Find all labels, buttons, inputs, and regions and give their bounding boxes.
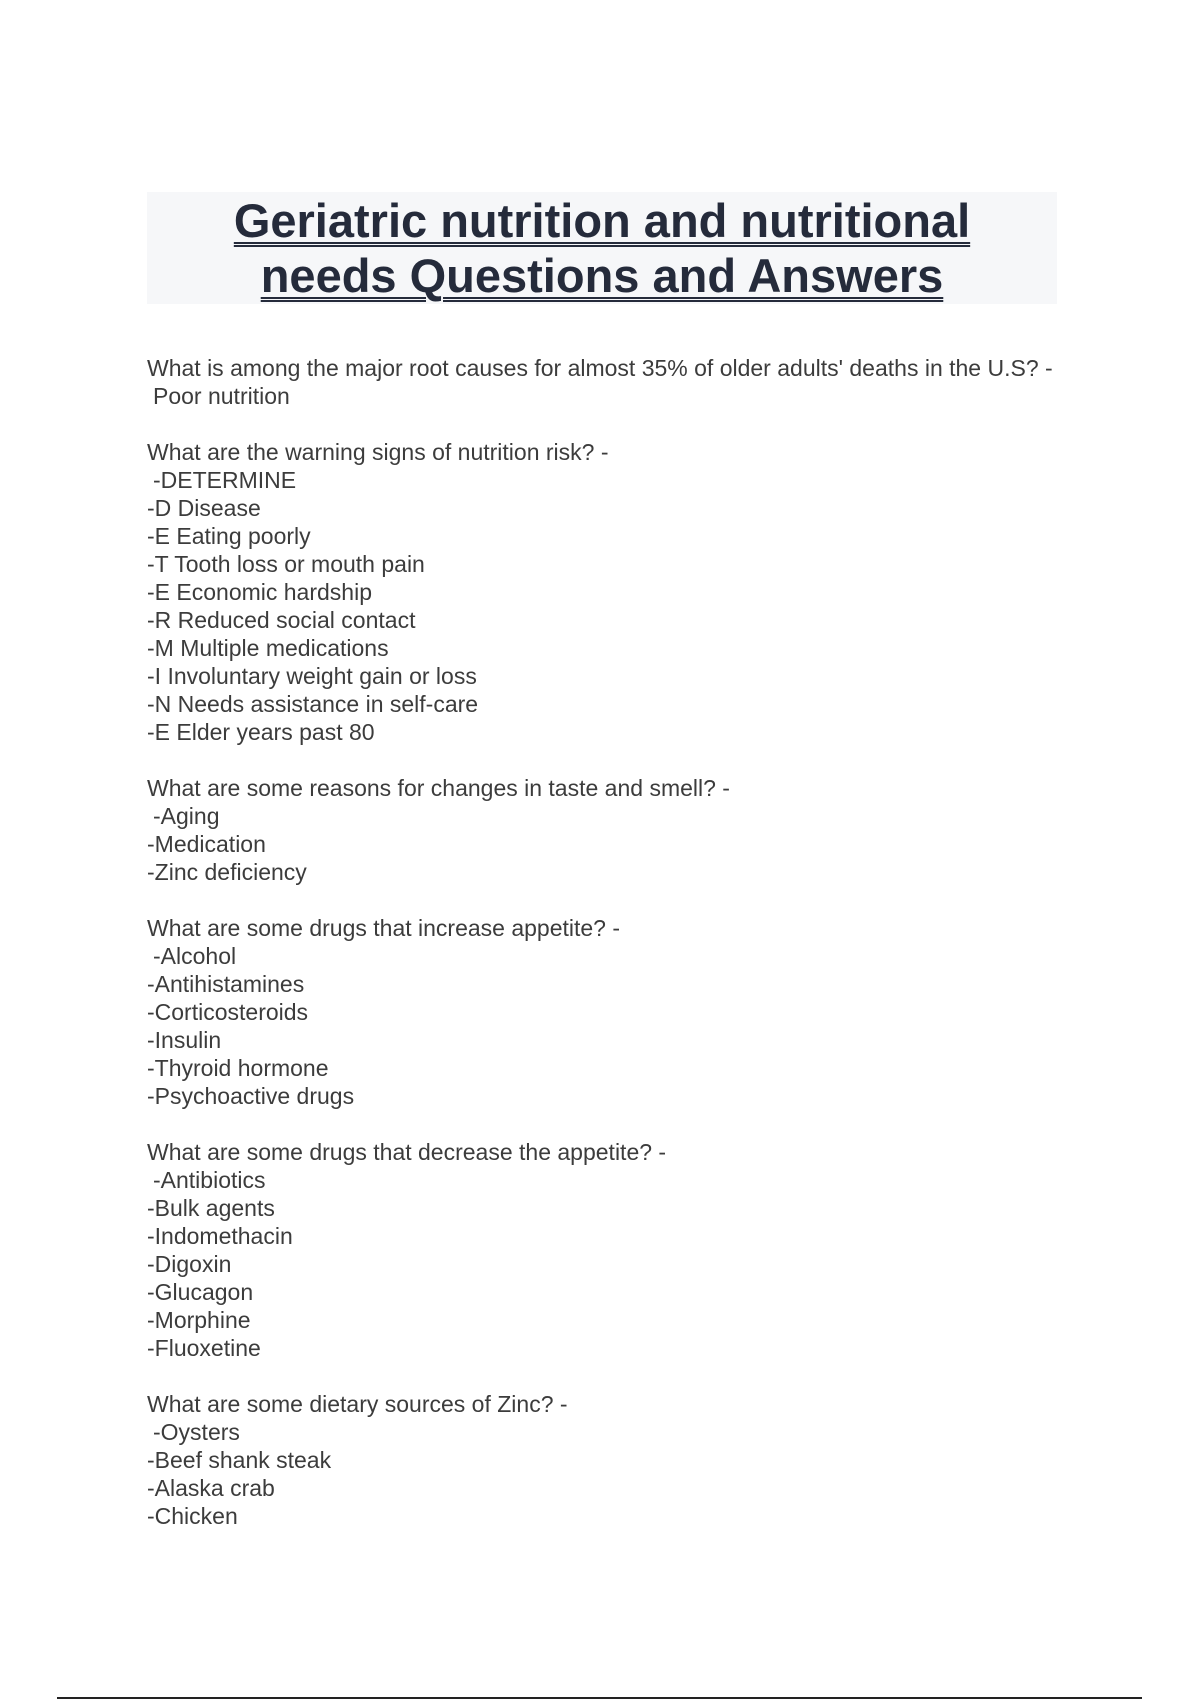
answer-line: -Oysters xyxy=(153,1419,240,1445)
answer-line: -I Involuntary weight gain or loss xyxy=(147,663,477,689)
question: What are some drugs that decrease the appetite? - xyxy=(147,1139,667,1165)
qa-item-1 xyxy=(147,354,1057,410)
answer-line: -Alcohol xyxy=(153,943,237,969)
page-bottom-rule xyxy=(57,1697,1142,1699)
answer-line: -Corticosteroids xyxy=(147,999,309,1025)
answer-line: -Alaska crab xyxy=(147,1475,275,1501)
answer-line: -Insulin xyxy=(147,1027,222,1053)
answer-line: Poor nutrition xyxy=(153,383,290,409)
answer-line: -Morphine xyxy=(147,1307,251,1333)
answer-line: -E Economic hardship xyxy=(147,579,372,605)
qa-item-4 xyxy=(147,914,1057,1110)
question: What are some reasons for changes in taste and smell? - xyxy=(147,775,730,801)
question: What are the warning signs of nutrition risk? - xyxy=(147,439,609,465)
answer-line: -R Reduced social contact xyxy=(147,607,416,633)
answer-line: -DETERMINE xyxy=(153,467,297,493)
answer-line: -Medication xyxy=(147,831,266,857)
answer-line: -Chicken xyxy=(147,1503,238,1529)
qa-content xyxy=(147,354,1057,1558)
answer-line: -Glucagon xyxy=(147,1279,254,1305)
answer-line: -Fluoxetine xyxy=(147,1335,261,1361)
answer-line: -T Tooth loss or mouth pain xyxy=(147,551,425,577)
answer-line: -Aging xyxy=(153,803,220,829)
document-title-line-2: needs Questions and Answers xyxy=(260,249,944,302)
answer-line: -N Needs assistance in self-care xyxy=(147,691,479,717)
answer-line: -Antihistamines xyxy=(147,971,305,997)
answer-line: -Digoxin xyxy=(147,1251,232,1277)
document-title-box xyxy=(147,192,1057,304)
answer-line: -Zinc deficiency xyxy=(147,859,307,885)
qa-item-5 xyxy=(147,1138,1057,1362)
answer-line: -D Disease xyxy=(147,495,261,521)
question: What are some drugs that increase appetite? - xyxy=(147,915,621,941)
answer-line: -E Elder years past 80 xyxy=(147,719,375,745)
answer-line: -E Eating poorly xyxy=(147,523,311,549)
qa-item-3 xyxy=(147,774,1057,886)
document-title-line-1: Geriatric nutrition and nutritional xyxy=(233,194,971,247)
question: What is among the major root causes for almost 35% of older adults' deaths in the U.S? - xyxy=(147,355,1053,381)
answer-line: -Indomethacin xyxy=(147,1223,293,1249)
answer-line: -Psychoactive drugs xyxy=(147,1083,355,1109)
answer-line: -M Multiple medications xyxy=(147,635,389,661)
answer-line: -Thyroid hormone xyxy=(147,1055,329,1081)
answer-line: -Antibiotics xyxy=(153,1167,266,1193)
qa-item-2 xyxy=(147,438,1057,746)
answer-line: -Beef shank steak xyxy=(147,1447,332,1473)
answer-line: -Bulk agents xyxy=(147,1195,275,1221)
qa-item-6 xyxy=(147,1390,1057,1530)
question: What are some dietary sources of Zinc? - xyxy=(147,1391,568,1417)
